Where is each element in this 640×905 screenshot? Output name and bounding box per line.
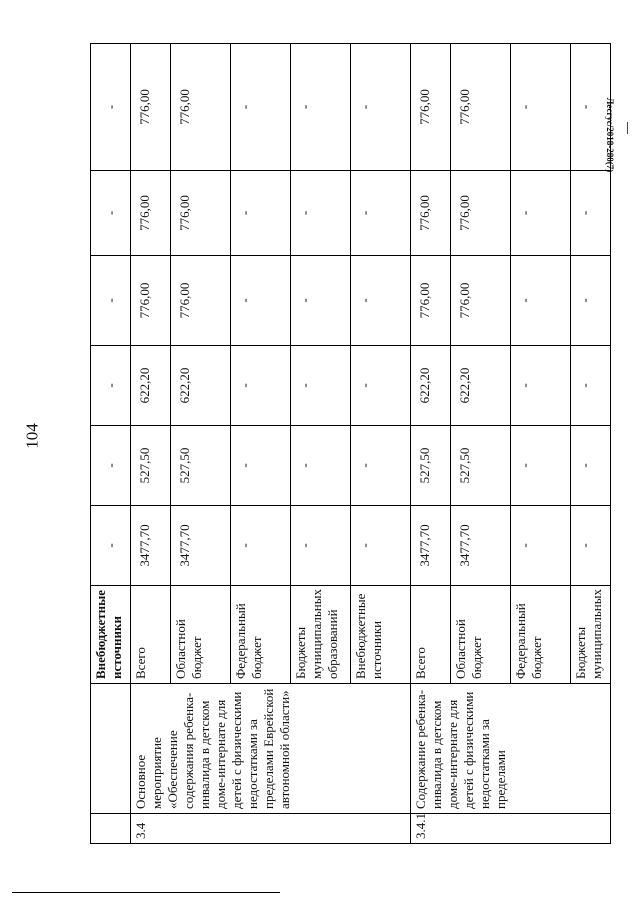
cell-value: 776,00	[131, 44, 171, 171]
cell-value: -	[231, 346, 291, 426]
cell-value: -	[511, 44, 571, 171]
cell-value: 776,00	[171, 256, 231, 346]
cell-source: Бюджеты муниципальных образований	[291, 586, 351, 684]
cell-value: -	[291, 44, 351, 171]
cell-value: -	[351, 171, 411, 256]
cell-value: 3477,70	[171, 506, 231, 586]
cell-source: Всего	[131, 586, 171, 684]
cell-value: -	[511, 256, 571, 346]
cell-value: 622,20	[411, 346, 451, 426]
cell-value: -	[351, 44, 411, 171]
rotated-table-viewport	[90, 44, 604, 844]
page-number: 104	[22, 423, 42, 449]
cell-value: -	[291, 171, 351, 256]
cell-value: -	[571, 171, 611, 256]
cell-value: -	[571, 44, 611, 171]
cell-source: Федеральный бюджет	[231, 586, 291, 684]
cell-value: -	[291, 426, 351, 506]
cell-value: 776,00	[131, 171, 171, 256]
cell-source: Федеральный бюджет	[511, 586, 571, 684]
margin-mark	[627, 122, 628, 134]
cell-value: -	[231, 44, 291, 171]
cell-value: -	[91, 256, 131, 346]
cell-value: 776,00	[411, 171, 451, 256]
cell-value: 527,50	[171, 426, 231, 506]
cell-value: -	[91, 426, 131, 506]
cell-value: 3477,70	[411, 506, 451, 586]
cell-value: -	[91, 171, 131, 256]
cell-source: Всего	[411, 586, 451, 684]
cell-value: -	[351, 346, 411, 426]
table-row-header-continued	[91, 44, 131, 844]
cell-value: 622,20	[131, 346, 171, 426]
cell-value: -	[571, 426, 611, 506]
cell-empty	[91, 814, 131, 844]
cell-value: -	[291, 346, 351, 426]
cell-value: -	[511, 426, 571, 506]
cell-source: Внебюджетные источники	[91, 586, 131, 684]
cell-value: -	[231, 506, 291, 586]
cell-value: -	[291, 506, 351, 586]
table-row-3-4-1-total	[411, 44, 451, 844]
cell-source: Бюджеты муниципальных	[571, 586, 611, 684]
cell-value: -	[351, 256, 411, 346]
cell-value: -	[571, 346, 611, 426]
rotated-table-container	[90, 44, 604, 844]
cell-row-id: 3.4	[131, 814, 411, 844]
cell-value: 3477,70	[451, 506, 511, 586]
cell-value: -	[511, 506, 571, 586]
document-code-text: Лесгус/2018-280(7)	[605, 97, 615, 173]
footnote-rule	[12, 892, 280, 893]
cell-value: -	[351, 426, 411, 506]
cell-row-id: 3.4.1	[411, 814, 611, 844]
cell-value: -	[231, 171, 291, 256]
cell-value: -	[351, 506, 411, 586]
cell-value: 776,00	[451, 256, 511, 346]
cell-source: Областной бюджет	[451, 586, 511, 684]
cell-value: 776,00	[451, 171, 511, 256]
cell-value: 776,00	[171, 171, 231, 256]
cell-value: -	[291, 256, 351, 346]
cell-value: -	[511, 346, 571, 426]
cell-value: -	[231, 426, 291, 506]
cell-value: 527,50	[451, 426, 511, 506]
budget-table	[90, 43, 611, 844]
cell-value: 622,20	[451, 346, 511, 426]
cell-row-name: Основное мероприятие «Обеспечение содержания ребенка-инвалида в детском доме-интернате для детей с физическими недостатками за пределами Еврейской автономной области»	[131, 684, 411, 814]
cell-value: -	[571, 506, 611, 586]
cell-value: -	[231, 256, 291, 346]
table-row-3-4-total	[131, 44, 171, 844]
cell-value: -	[91, 346, 131, 426]
cell-value: -	[511, 171, 571, 256]
cell-value: 776,00	[171, 44, 231, 171]
cell-value: -	[571, 256, 611, 346]
cell-value: 3477,70	[131, 506, 171, 586]
cell-value: 622,20	[171, 346, 231, 426]
cell-empty	[91, 684, 131, 814]
cell-value: 527,50	[411, 426, 451, 506]
cell-value: -	[91, 506, 131, 586]
cell-source: Областной бюджет	[171, 586, 231, 684]
cell-value: 776,00	[451, 44, 511, 171]
cell-value: -	[91, 44, 131, 171]
cell-value: 776,00	[411, 44, 451, 171]
cell-source: Внебюджетные источники	[351, 586, 411, 684]
cell-row-name: Содержание ребенка-инвалида в детском доме-интернате для детей с физическими недостатками за пределами	[411, 684, 611, 814]
cell-value: 776,00	[131, 256, 171, 346]
cell-value: 527,50	[131, 426, 171, 506]
cell-value: 776,00	[411, 256, 451, 346]
